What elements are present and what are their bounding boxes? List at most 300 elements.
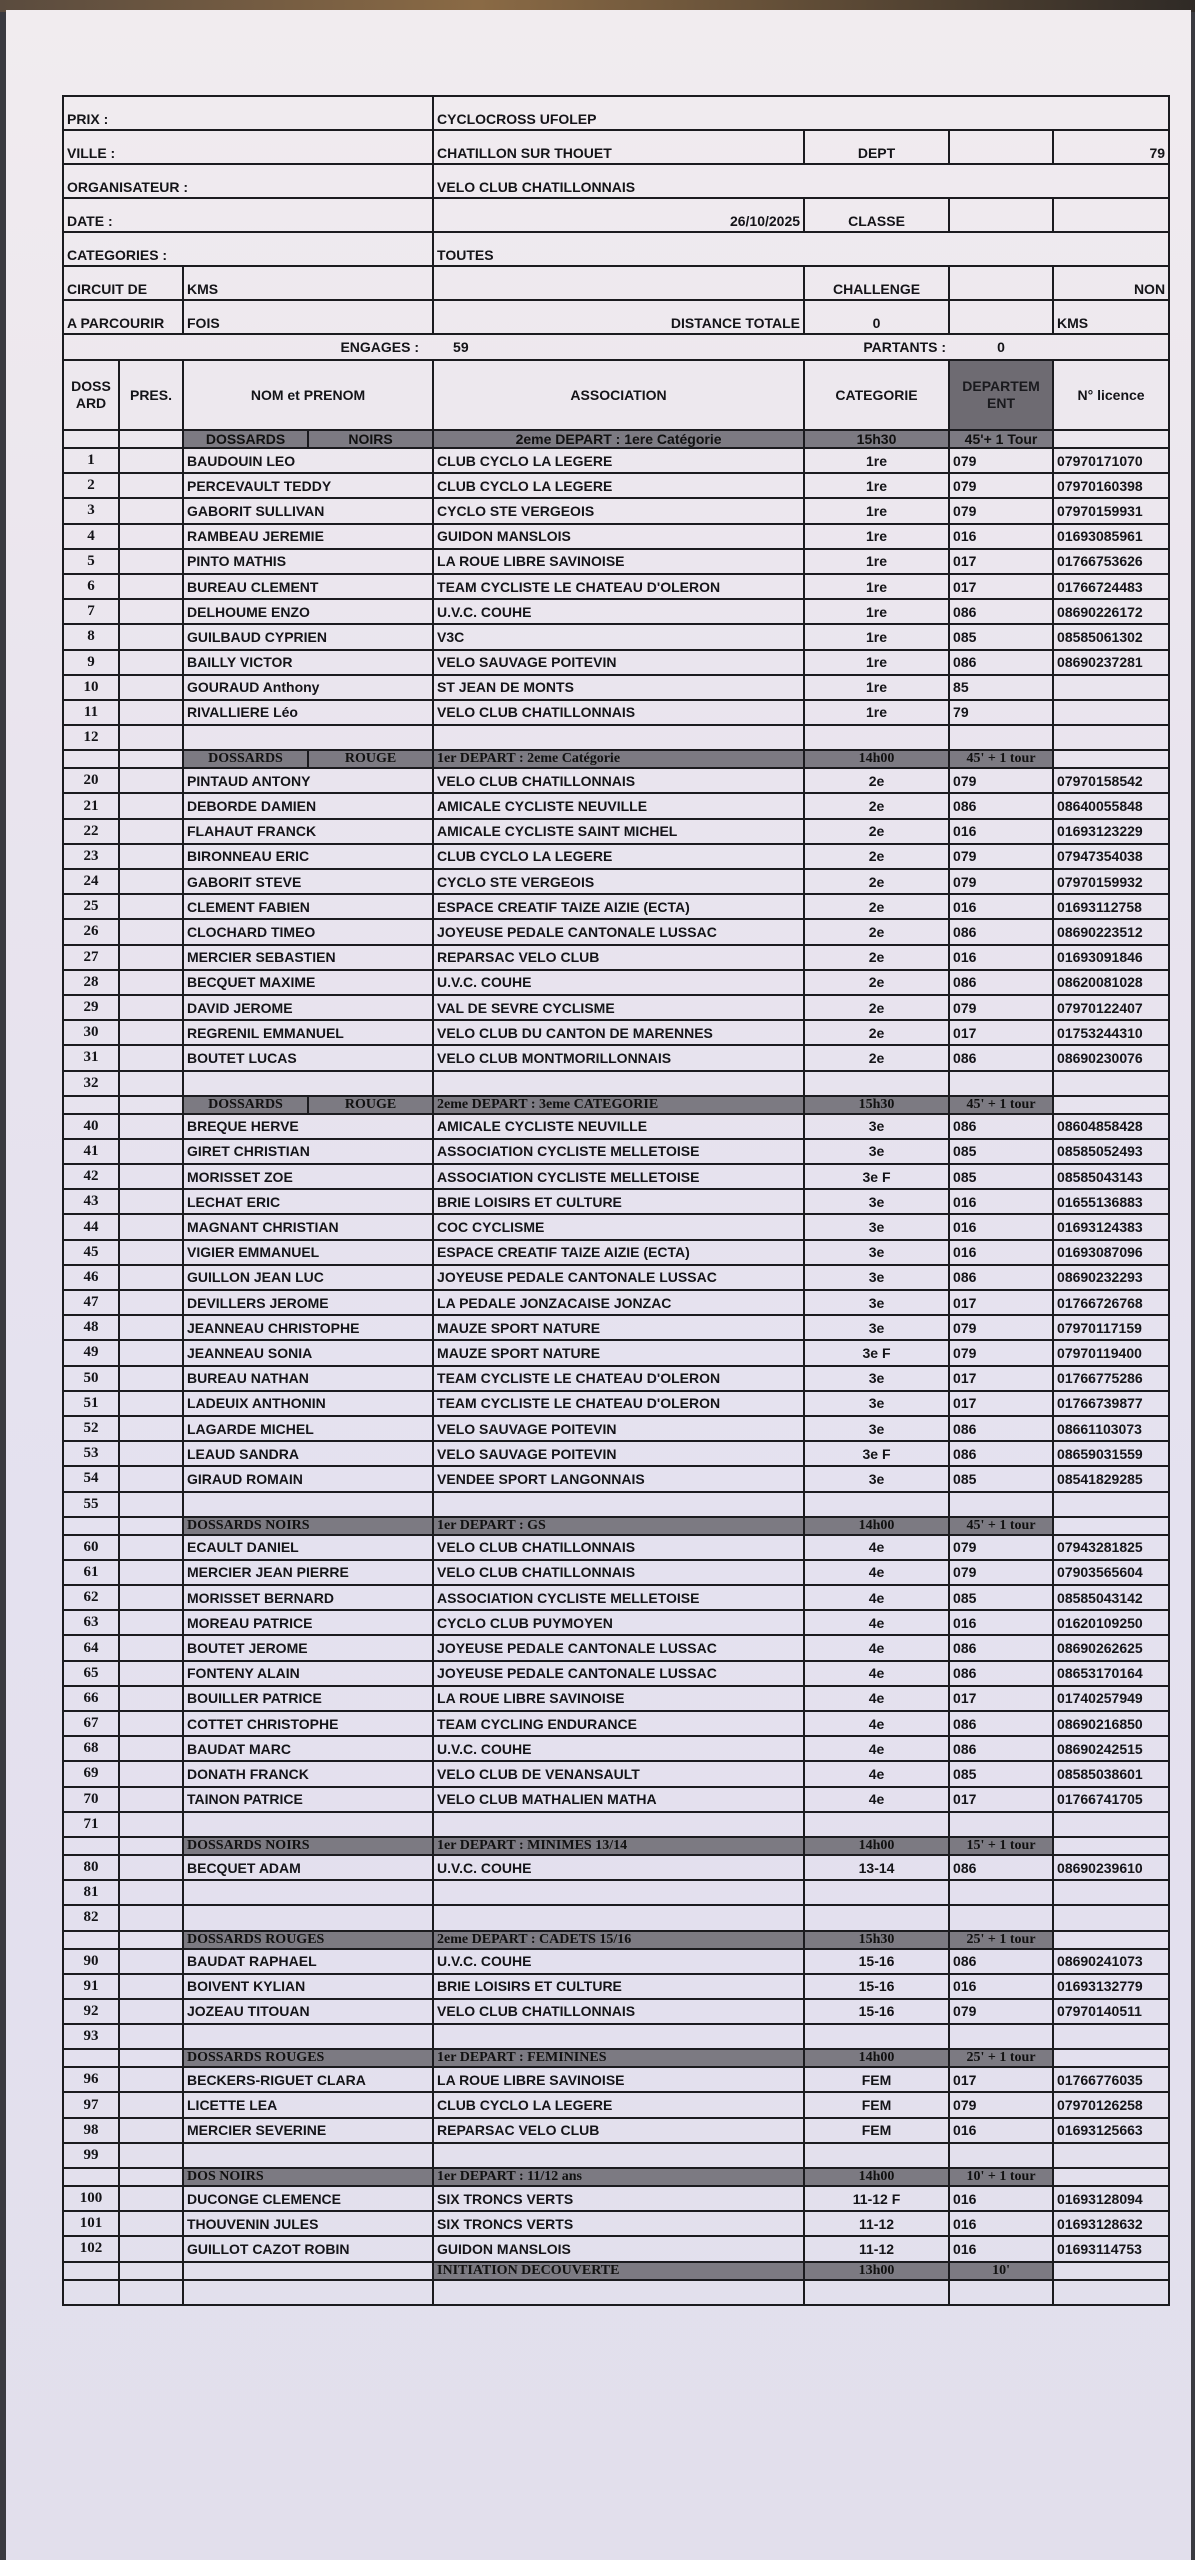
section-dossards-color: ROUGE — [307, 1097, 432, 1113]
rider-departement — [949, 1812, 1053, 1837]
section-licence-blank — [1053, 2168, 1169, 2186]
presence-checkbox[interactable] — [119, 2118, 183, 2143]
rider-name: TAINON PATRICE — [183, 1787, 433, 1812]
presence-checkbox[interactable] — [119, 2186, 183, 2211]
presence-checkbox[interactable] — [119, 1114, 183, 1139]
rider-licence: 07970159932 — [1053, 869, 1169, 894]
presence-checkbox[interactable] — [119, 1610, 183, 1635]
section-depart: INITIATION DECOUVERTE — [433, 2262, 804, 2280]
rider-licence: 01693128094 — [1053, 2186, 1169, 2211]
entry-row — [63, 1139, 1169, 1164]
rider-categorie: 3e — [804, 1290, 949, 1315]
rider-name: REGRENIL EMMANUEL — [183, 1020, 433, 1045]
presence-checkbox[interactable] — [119, 1214, 183, 1239]
rider-name — [183, 1071, 433, 1096]
section-header — [63, 750, 1169, 768]
rider-association: VENDEE SPORT LANGONNAIS — [433, 1466, 804, 1491]
rider-departement: 085 — [949, 624, 1053, 649]
entry-row — [63, 2118, 1169, 2143]
entry-row — [63, 2236, 1169, 2261]
rider-association: ASSOCIATION CYCLISTE MELLETOISE — [433, 1585, 804, 1610]
presence-checkbox[interactable] — [119, 1855, 183, 1880]
section-duree: 10' — [949, 2262, 1053, 2280]
presence-checkbox[interactable] — [119, 1635, 183, 1660]
section-dossards-color: NOIRS — [307, 431, 432, 447]
rider-licence: 01693087096 — [1053, 1240, 1169, 1265]
presence-checkbox[interactable] — [119, 1560, 183, 1585]
presence-checkbox[interactable] — [119, 1686, 183, 1711]
presence-checkbox[interactable] — [119, 1045, 183, 1070]
section-dossards-split — [184, 431, 432, 447]
presence-checkbox[interactable] — [119, 2092, 183, 2117]
rider-association: SIX TRONCS VERTS — [433, 2211, 804, 2236]
rider-departement: 016 — [949, 1610, 1053, 1635]
rider-categorie: 3e — [804, 1139, 949, 1164]
rider-departement: 079 — [949, 768, 1053, 793]
rider-departement: 085 — [949, 1466, 1053, 1491]
rider-name: BAUDOUIN LEO — [183, 448, 433, 473]
dossard-number: 52 — [63, 1416, 119, 1441]
rider-name: MERCIER SEVERINE — [183, 2118, 433, 2143]
rider-departement: 016 — [949, 894, 1053, 919]
rider-departement: 085 — [949, 1585, 1053, 1610]
engages-label: ENGAGES : — [63, 334, 433, 360]
rider-name: GIRAUD ROMAIN — [183, 1466, 433, 1491]
rider-association: CLUB CYCLO LA LEGERE — [433, 448, 804, 473]
rider-name: LAGARDE MICHEL — [183, 1416, 433, 1441]
rider-association: JOYEUSE PEDALE CANTONALE LUSSAC — [433, 1635, 804, 1660]
section-dossard-blank — [63, 750, 119, 768]
rider-name: BUREAU NATHAN — [183, 1366, 433, 1391]
col-nom: NOM et PRENOM — [183, 360, 433, 430]
section-duree: 45' + 1 tour — [949, 1096, 1053, 1114]
date-value: 26/10/2025 — [433, 198, 804, 232]
row-prix — [63, 96, 1169, 130]
presence-checkbox[interactable] — [119, 2067, 183, 2092]
rider-name: MOREAU PATRICE — [183, 1610, 433, 1635]
entry-row — [63, 574, 1169, 599]
presence-checkbox[interactable] — [119, 675, 183, 700]
entry-row — [63, 2067, 1169, 2092]
presence-checkbox[interactable] — [119, 1905, 183, 1930]
entry-row — [63, 1391, 1169, 1416]
section-dossards-word: DOSSARDS — [208, 1096, 283, 1112]
rider-departement: 017 — [949, 1290, 1053, 1315]
presence-checkbox[interactable] — [119, 574, 183, 599]
rider-association: ESPACE CREATIF TAIZE AIZIE (ECTA) — [433, 1240, 804, 1265]
entry-row — [63, 1214, 1169, 1239]
presence-checkbox[interactable] — [119, 2024, 183, 2049]
dossard-number: 102 — [63, 2236, 119, 2261]
entry-row — [63, 919, 1169, 944]
rider-name — [183, 725, 433, 750]
presence-checkbox[interactable] — [119, 700, 183, 725]
presence-checkbox[interactable] — [119, 1880, 183, 1905]
presence-checkbox[interactable] — [119, 1466, 183, 1491]
presence-checkbox[interactable] — [119, 650, 183, 675]
presence-checkbox[interactable] — [119, 869, 183, 894]
presence-checkbox[interactable] — [119, 624, 183, 649]
presence-checkbox[interactable] — [119, 844, 183, 869]
entry-row — [63, 549, 1169, 574]
distance-label: DISTANCE TOTALE — [433, 300, 804, 334]
rider-licence: 01693112758 — [1053, 894, 1169, 919]
rider-name: JEANNEAU SONIA — [183, 1340, 433, 1365]
entry-row — [63, 524, 1169, 549]
presence-checkbox[interactable] — [119, 1492, 183, 1517]
entry-row — [63, 1164, 1169, 1189]
rider-name: GUILBAUD CYPRIEN — [183, 624, 433, 649]
rider-association: JOYEUSE PEDALE CANTONALE LUSSAC — [433, 1265, 804, 1290]
entry-row — [63, 1315, 1169, 1340]
dossard-number: 98 — [63, 2118, 119, 2143]
entry-row — [63, 1114, 1169, 1139]
dossard-number: 21 — [63, 793, 119, 818]
col-pres: PRES. — [119, 360, 183, 430]
presence-checkbox[interactable] — [119, 1661, 183, 1686]
rider-licence: 01693132779 — [1053, 1974, 1169, 1999]
rider-association: REPARSAC VELO CLUB — [433, 945, 804, 970]
rider-name — [183, 1905, 433, 1930]
entry-row — [63, 473, 1169, 498]
section-dossard-blank — [63, 1837, 119, 1855]
presence-checkbox[interactable] — [119, 1366, 183, 1391]
presence-checkbox[interactable] — [119, 1974, 183, 1999]
section-header — [63, 1517, 1169, 1535]
dossard-number: 53 — [63, 1441, 119, 1466]
rider-licence: 01766741705 — [1053, 1787, 1169, 1812]
presence-checkbox[interactable] — [119, 524, 183, 549]
dossard-number: 24 — [63, 869, 119, 894]
rider-departement: 017 — [949, 1366, 1053, 1391]
rider-association: ASSOCIATION CYCLISTE MELLETOISE — [433, 1139, 804, 1164]
entry-row — [63, 1761, 1169, 1786]
section-heure: 15h30 — [804, 1096, 949, 1114]
section-dossards-word: DOSSARDS — [205, 431, 286, 447]
presence-checkbox[interactable] — [119, 1711, 183, 1736]
rider-name: DELHOUME ENZO — [183, 599, 433, 624]
row-counts — [63, 334, 1169, 360]
entry-row — [63, 2186, 1169, 2211]
rider-association: VELO SAUVAGE POITEVIN — [433, 1441, 804, 1466]
presence-checkbox[interactable] — [119, 1020, 183, 1045]
rider-categorie: 4e — [804, 1686, 949, 1711]
dossard-number: 101 — [63, 2211, 119, 2236]
presence-checkbox[interactable] — [119, 1787, 183, 1812]
rider-categorie: 11-12 — [804, 2236, 949, 2261]
entry-row — [63, 2211, 1169, 2236]
dossard-number: 29 — [63, 995, 119, 1020]
rider-name: BOUILLER PATRICE — [183, 1686, 433, 1711]
dossard-number: 27 — [63, 945, 119, 970]
presence-checkbox[interactable] — [119, 599, 183, 624]
presence-checkbox[interactable] — [119, 2143, 183, 2168]
entry-row — [63, 1071, 1169, 1096]
kms-label: KMS — [183, 266, 433, 300]
section-licence-blank — [1053, 1837, 1169, 1855]
dossard-number: 61 — [63, 1560, 119, 1585]
rider-departement: 017 — [949, 2067, 1053, 2092]
presence-checkbox[interactable] — [119, 1416, 183, 1441]
section-dossards-label — [183, 1096, 433, 1114]
rider-categorie: 3e — [804, 1189, 949, 1214]
rider-departement: 079 — [949, 448, 1053, 473]
presence-checkbox[interactable] — [119, 945, 183, 970]
rider-association: U.V.C. COUHE — [433, 1736, 804, 1761]
dossard-number: 93 — [63, 2024, 119, 2049]
section-dossards-label — [183, 430, 433, 448]
presence-checkbox[interactable] — [119, 1535, 183, 1560]
presence-checkbox[interactable] — [119, 1240, 183, 1265]
rider-categorie: 2e — [804, 1045, 949, 1070]
rider-association — [433, 1492, 804, 1517]
section-pres-blank — [119, 430, 183, 448]
rider-association: VELO CLUB DE VENANSAULT — [433, 1761, 804, 1786]
rider-categorie: 2e — [804, 819, 949, 844]
rider-name: JEANNEAU CHRISTOPHE — [183, 1315, 433, 1340]
section-dossard-blank — [63, 2168, 119, 2186]
dossard-number: 22 — [63, 819, 119, 844]
presence-checkbox[interactable] — [119, 1265, 183, 1290]
presence-checkbox[interactable] — [119, 1139, 183, 1164]
rider-licence: 07970159931 — [1053, 498, 1169, 523]
section-dossards-label — [183, 750, 433, 768]
rider-departement: 016 — [949, 2118, 1053, 2143]
entry-row — [63, 1974, 1169, 1999]
rider-association — [433, 725, 804, 750]
presence-checkbox[interactable] — [119, 1585, 183, 1610]
rider-name: LICETTE LEA — [183, 2092, 433, 2117]
rider-association: MAUZE SPORT NATURE — [433, 1340, 804, 1365]
presence-checkbox[interactable] — [119, 1189, 183, 1214]
rider-association: VELO CLUB MONTMORILLONNAIS — [433, 1045, 804, 1070]
rider-departement: 086 — [949, 1949, 1053, 1974]
entry-row — [63, 894, 1169, 919]
presence-checkbox[interactable] — [119, 1761, 183, 1786]
presence-checkbox[interactable] — [119, 768, 183, 793]
presence-checkbox[interactable] — [119, 1164, 183, 1189]
partants-label: PARTANTS : — [804, 334, 949, 360]
rider-licence: 08690223512 — [1053, 919, 1169, 944]
rider-association: U.V.C. COUHE — [433, 599, 804, 624]
entry-row — [63, 970, 1169, 995]
rider-categorie: FEM — [804, 2067, 949, 2092]
rider-categorie: 3e — [804, 1265, 949, 1290]
section-pres-blank — [119, 2049, 183, 2067]
presence-checkbox[interactable] — [119, 894, 183, 919]
entry-row — [63, 995, 1169, 1020]
rider-categorie — [804, 2280, 949, 2305]
entry-row — [63, 2024, 1169, 2049]
presence-checkbox[interactable] — [119, 1949, 183, 1974]
presence-checkbox[interactable] — [119, 919, 183, 944]
rider-name: GUILLOT CAZOT ROBIN — [183, 2236, 433, 2261]
presence-checkbox[interactable] — [119, 1999, 183, 2024]
dossard-number: 68 — [63, 1736, 119, 1761]
presence-checkbox[interactable] — [119, 1071, 183, 1096]
dossard-number: 11 — [63, 700, 119, 725]
rider-licence — [1053, 1492, 1169, 1517]
dossard-number: 32 — [63, 1071, 119, 1096]
engagement-sheet — [62, 95, 1168, 2306]
rider-licence: 01740257949 — [1053, 1686, 1169, 1711]
rider-licence: 01766776035 — [1053, 2067, 1169, 2092]
presence-checkbox[interactable] — [119, 2280, 183, 2305]
entry-row — [63, 1560, 1169, 1585]
rider-categorie: 4e — [804, 1661, 949, 1686]
rider-association: CYCLO CLUB PUYMOYEN — [433, 1610, 804, 1635]
categories-value: TOUTES — [433, 232, 1169, 266]
rider-departement: 086 — [949, 1661, 1053, 1686]
rider-licence: 08640055848 — [1053, 793, 1169, 818]
rider-categorie: 11-12 F — [804, 2186, 949, 2211]
dossard-number: 54 — [63, 1466, 119, 1491]
row-date — [63, 198, 1169, 232]
rider-licence — [1053, 1905, 1169, 1930]
presence-checkbox[interactable] — [119, 1315, 183, 1340]
rider-association: REPARSAC VELO CLUB — [433, 2118, 804, 2143]
rider-association — [433, 2280, 804, 2305]
rider-departement — [949, 1880, 1053, 1905]
dossard-number: 71 — [63, 1812, 119, 1837]
rider-licence: 08620081028 — [1053, 970, 1169, 995]
rider-categorie: 1re — [804, 473, 949, 498]
dossard-number: 80 — [63, 1855, 119, 1880]
rider-licence: 08659031559 — [1053, 1441, 1169, 1466]
presence-checkbox[interactable] — [119, 2236, 183, 2261]
rider-departement: 016 — [949, 1189, 1053, 1214]
rider-departement: 017 — [949, 549, 1053, 574]
rider-licence: 08585043143 — [1053, 1164, 1169, 1189]
entry-row — [63, 1880, 1169, 1905]
rider-departement: 017 — [949, 1686, 1053, 1711]
counts-blank — [1053, 334, 1169, 360]
section-dossards-split — [184, 751, 432, 767]
presence-checkbox[interactable] — [119, 498, 183, 523]
rider-licence: 01766739877 — [1053, 1391, 1169, 1416]
rider-licence — [1053, 1812, 1169, 1837]
presence-checkbox[interactable] — [119, 448, 183, 473]
entry-row — [63, 1416, 1169, 1441]
rider-departement: 079 — [949, 1340, 1053, 1365]
rider-licence: 08690242515 — [1053, 1736, 1169, 1761]
dossard-number: 45 — [63, 1240, 119, 1265]
rider-licence: 08604858428 — [1053, 1114, 1169, 1139]
rider-categorie: 4e — [804, 1535, 949, 1560]
rider-departement: 079 — [949, 869, 1053, 894]
rider-licence: 08585038601 — [1053, 1761, 1169, 1786]
dossard-number: 51 — [63, 1391, 119, 1416]
rider-licence: 08541829285 — [1053, 1466, 1169, 1491]
dossard-number: 2 — [63, 473, 119, 498]
presence-checkbox[interactable] — [119, 970, 183, 995]
presence-checkbox[interactable] — [119, 819, 183, 844]
rider-licence: 07970126258 — [1053, 2092, 1169, 2117]
presence-checkbox[interactable] — [119, 1812, 183, 1837]
rider-departement: 079 — [949, 844, 1053, 869]
rider-departement: 079 — [949, 473, 1053, 498]
section-depart: 2eme DEPART : CADETS 15/16 — [433, 1931, 804, 1949]
rider-categorie: 4e — [804, 1736, 949, 1761]
presence-checkbox[interactable] — [119, 473, 183, 498]
section-licence-blank — [1053, 1096, 1169, 1114]
rider-licence: 07970158542 — [1053, 768, 1169, 793]
dossard-number: 43 — [63, 1189, 119, 1214]
rider-categorie — [804, 725, 949, 750]
rider-categorie: 1re — [804, 524, 949, 549]
dossard-number: 31 — [63, 1045, 119, 1070]
section-duree: 15' + 1 tour — [949, 1837, 1053, 1855]
dept-label: DEPT — [804, 130, 949, 164]
entry-row — [63, 1340, 1169, 1365]
dossard-number: 4 — [63, 524, 119, 549]
entry-row — [63, 768, 1169, 793]
section-header — [63, 2049, 1169, 2067]
rider-departement: 016 — [949, 524, 1053, 549]
rider-association: VELO CLUB CHATILLONNAIS — [433, 1999, 804, 2024]
rider-categorie: 1re — [804, 498, 949, 523]
rider-name: CLOCHARD TIMEO — [183, 919, 433, 944]
rider-categorie: 3e — [804, 1391, 949, 1416]
entry-row — [63, 1441, 1169, 1466]
presence-checkbox[interactable] — [119, 1736, 183, 1761]
presence-checkbox[interactable] — [119, 1441, 183, 1466]
rider-categorie: 2e — [804, 970, 949, 995]
presence-checkbox[interactable] — [119, 2211, 183, 2236]
rider-licence: 07970122407 — [1053, 995, 1169, 1020]
rider-categorie: 3e — [804, 1366, 949, 1391]
section-dossard-blank — [63, 430, 119, 448]
rider-association: LA ROUE LIBRE SAVINOISE — [433, 549, 804, 574]
presence-checkbox[interactable] — [119, 793, 183, 818]
section-heure: 15h30 — [804, 1931, 949, 1949]
rider-name: PERCEVAULT TEDDY — [183, 473, 433, 498]
presence-checkbox[interactable] — [119, 1340, 183, 1365]
dept-value: 79 — [1053, 130, 1169, 164]
rider-categorie: 2e — [804, 894, 949, 919]
entry-row — [63, 1189, 1169, 1214]
presence-checkbox[interactable] — [119, 995, 183, 1020]
rider-categorie: 15-16 — [804, 1949, 949, 1974]
challenge-blank — [949, 266, 1053, 300]
section-licence-blank — [1053, 2262, 1169, 2280]
parcourir-label: A PARCOURIR — [63, 300, 183, 334]
section-dossards-word: DOSSARDS — [208, 751, 283, 767]
rider-licence: 01766753626 — [1053, 549, 1169, 574]
rider-licence: 07943281825 — [1053, 1535, 1169, 1560]
rider-departement: 086 — [949, 1635, 1053, 1660]
rider-licence: 08585043142 — [1053, 1585, 1169, 1610]
rider-categorie: 4e — [804, 1635, 949, 1660]
presence-checkbox[interactable] — [119, 549, 183, 574]
rider-departement — [949, 1071, 1053, 1096]
rider-categorie: 4e — [804, 1787, 949, 1812]
rider-licence: 07970117159 — [1053, 1315, 1169, 1340]
dossard-number: 62 — [63, 1585, 119, 1610]
section-depart: 1er DEPART : 11/12 ans — [433, 2168, 804, 2186]
rider-departement: 085 — [949, 1139, 1053, 1164]
section-licence-blank — [1053, 1931, 1169, 1949]
section-licence-blank — [1053, 750, 1169, 768]
rider-categorie: 13-14 — [804, 1855, 949, 1880]
presence-checkbox[interactable] — [119, 1391, 183, 1416]
dossard-number: 23 — [63, 844, 119, 869]
rider-association: CYCLO STE VERGEOIS — [433, 869, 804, 894]
presence-checkbox[interactable] — [119, 725, 183, 750]
rider-categorie: 4e — [804, 1610, 949, 1635]
rider-departement — [949, 1905, 1053, 1930]
presence-checkbox[interactable] — [119, 1290, 183, 1315]
